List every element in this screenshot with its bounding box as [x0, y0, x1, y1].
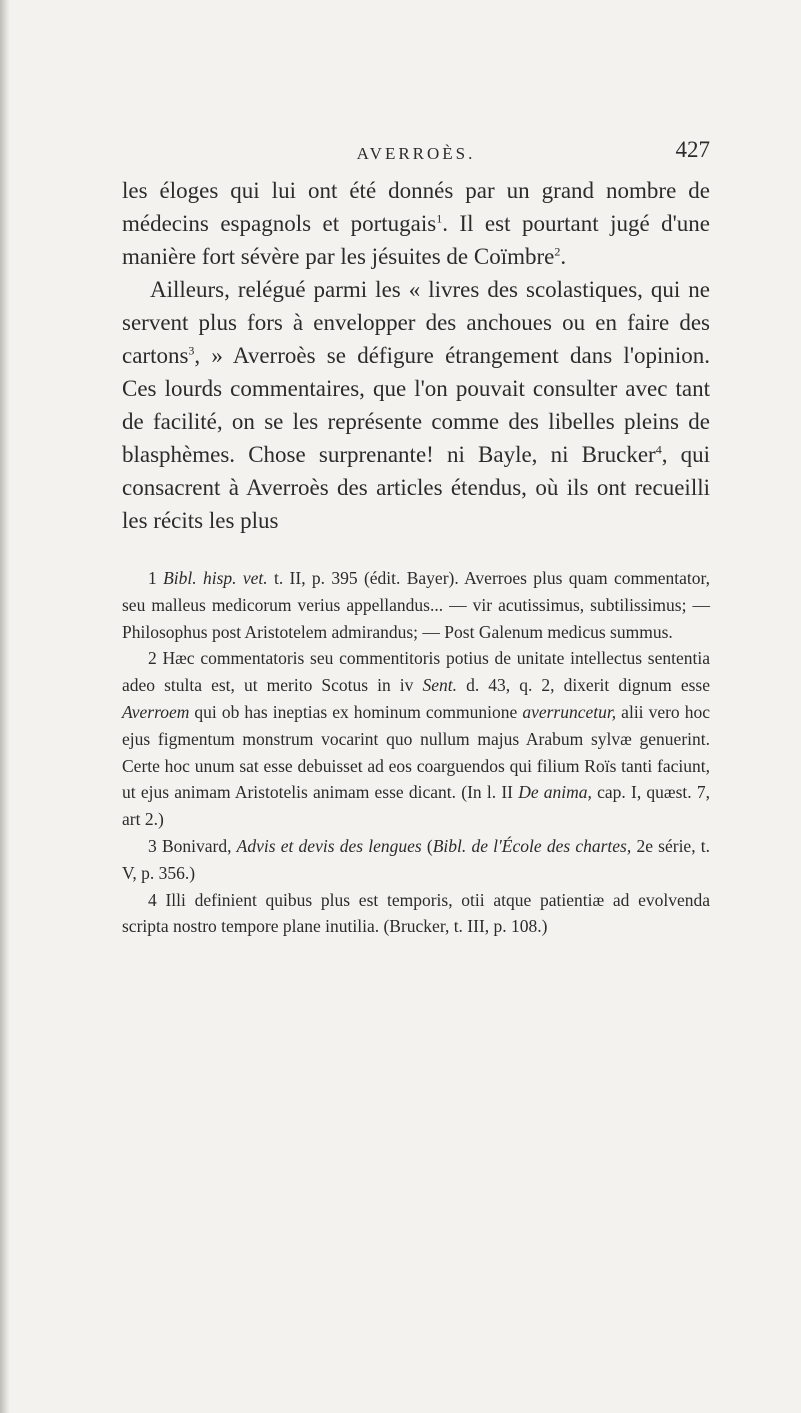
italic-text: De anima,: [518, 782, 592, 803]
paragraph-2: Ailleurs, relégué parmi les « livres des scolastiques, qui ne servent plus fors à envelopper des anchoues ou en faire des cartons$^3$, » Averroès se défigure étrangement dans l'opinion. Ces lourds commentaires, que l'on pouvait consulter avec tant de facilité, on se les représente comme des libelles pleins de blasphèmes. Chose surprenante! ni Bayle, ni Brucker$^4$, qui consacrent à Averroès des articles étendus, où ils ont recueilli les récits les plus: [122, 277, 710, 533]
footnote-2: 2 Hæc commentatoris seu commentitoris potius de unitate intellectus sententia adeo stulta est, ut merito Scotus in iv Sent. d. 43, q. 2, dixerit dignum esse Averroem qui ob has ineptias ex hominum communione averruncetur, alii vero hoc ejus figmentum monstrum vocarint quo nullum majus Arabum sylvæ genuerint. Certe hoc unum sat esse debuisset ad eos coarguendos qui filium Roïs tanti faciunt, ut ejus animam Aristotelis animam esse dicant. (In l. II De anima, cap. I, quæst. 7, art 2.): [122, 648, 711, 830]
italic-text: Bibl. hisp. vet.: [163, 568, 268, 588]
footnote-4: 4 Illi definient quibus plus est temporis, otii atque patientiæ ad evolvenda scripta nostro tempore plane inutilia. (Brucker, t. III, p. 108.): [122, 889, 710, 937]
italic-text: averruncetur,: [522, 701, 617, 722]
page-number: 427: [675, 137, 710, 162]
footnote-3: 3 Bonivard, Advis et devis des lengues (Bibl. de l'École des chartes, 2e série, t. V, p. 356.): [122, 835, 711, 883]
page-binding-edge: [0, 0, 10, 1413]
paragraph-1: les éloges qui lui ont été donnés par un grand nombre de médecins espagnols et portugais$^1$. Il est pourtant jugé d'une manière fort sévère par les jésuites de Coïmbre$^2$.: [122, 178, 710, 269]
running-head-title: AVERROÈS.: [356, 144, 476, 163]
book-page: [122, 134, 710, 940]
footnote-ref: 4: [655, 442, 662, 457]
italic-text: Sent.: [422, 675, 457, 696]
footnote-ref: 3: [188, 343, 195, 358]
footnote-ref: 1: [436, 211, 443, 226]
main-text: [122, 174, 710, 537]
footnote-1: 1 Bibl. hisp. vet. t. II, p. 395 (édit. Bayer). Averroes plus quam commentator, seu malleus medicorum verius appellandus... — vir acutissimus, subtilissimus; — Philosophus post Aristotelem admirandus; — Post Galenum medicus summus.: [122, 568, 710, 642]
footnotes: [122, 565, 710, 940]
running-head: [122, 134, 710, 174]
italic-text: Advis et devis des lengues: [236, 835, 422, 856]
italic-text: Bibl. de l'École des chartes,: [432, 835, 632, 856]
italic-text: Averroem: [122, 701, 190, 722]
footnote-ref: 2: [554, 244, 561, 259]
